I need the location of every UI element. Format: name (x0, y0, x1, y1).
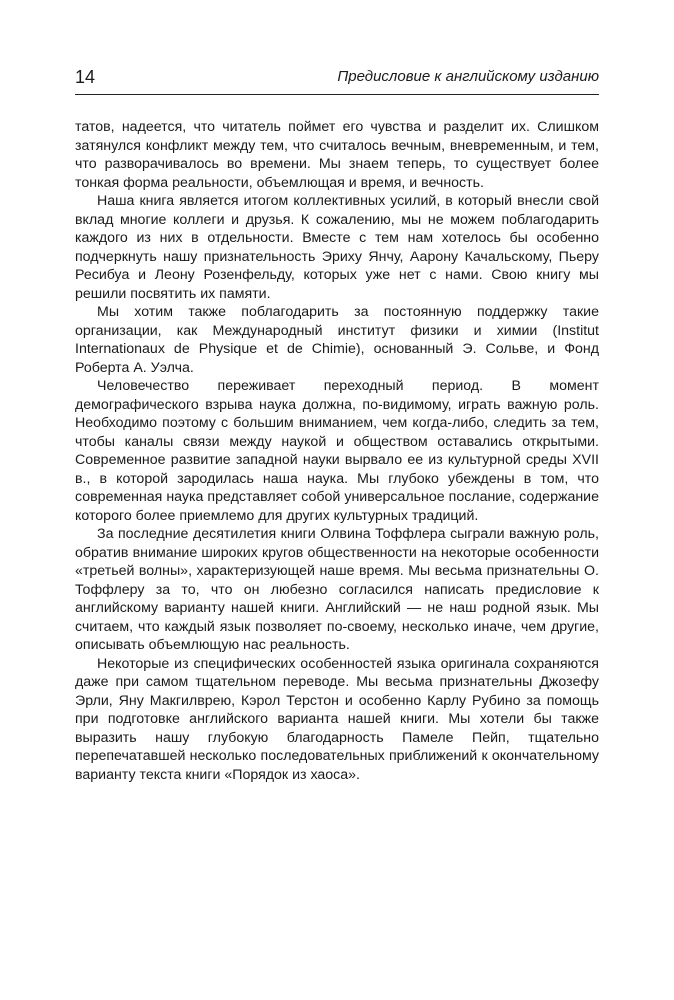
paragraph-toffler: За последние десятилетия книги Олвина Тоффлера сыграли важную роль, обратив внимание широких кругов общественности на некоторые особенности «третьей волны», характеризующей наше время. Мы весьма признательны О. Тоффлеру за то, что он любезно согласился написать предисловие к английскому варианту нашей книги. Английский — не наш родной язык. Мы считаем, что каждый язык позволяет по-своему, несколько иначе, чем другие, описывать объемлющую нас реальность. (75, 526, 599, 653)
paragraph-collective-effort: Наша книга является итогом коллективных усилий, в который внесли свой вклад многие коллеги и друзья. К сожалению, мы не можем поблагодарить каждого из них в отдельности. Вместе с тем нам хотелось бы особенно подчеркнуть нашу признательность Эриху Янчу, Аарону Качальскому, Пьеру Ресибуа и Леону Розенфельду, которых уже нет с нами. Свою книгу мы решили посвятить их памяти. (75, 193, 599, 302)
page-header (75, 64, 599, 94)
paragraph-translation-thanks: Некоторые из специфических особенностей языка оригинала сохраняются даже при самом тщательном переводе. Мы весьма признательны Джозефу Эрли, Яну Макгилврею, Кэрол Терстон и особенно Карлу Рубино за помощь при подготовке английского варианта нашей книги. Мы хотели бы также выразить нашу глубокую благодарность Памеле Пейп, тщательно перепечатавшей несколько последовательных приближений к окончательному варианту текста книги «Порядок из хаоса». (75, 655, 599, 783)
running-title: Предисловие к английскому изданию (337, 68, 599, 85)
body-text (75, 118, 599, 784)
header-rule (75, 94, 599, 95)
paragraph-transition-period: Человечество переживает переходный период. В момент демографического взрыва наука должна, по-видимому, играть важную роль. Необходимо поэтому с большим вниманием, чем когда-либо, следить за тем, чтобы каналы связи между наукой и обществом оставались открытыми. Современное развитие западной науки вырвало ее из культурной среды XVII в., в которой зародилась наша наука. Мы глубоко убеждены в том, что современная наука представляет собой универсальное послание, содержание которого более приемлемо для других культурных традиций. (75, 378, 599, 524)
page-number: 14 (75, 67, 96, 87)
paragraph-continuation: татов, надеется, что читатель поймет его чувства и разделит их. Слишком затянулся конфликт между тем, что считалось вечным, вневременным, и тем, что разворачивалось во времени. Мы знаем теперь, то существует более тонкая форма реальности, объемлющая и время, и вечность. (75, 119, 599, 191)
paragraph-organizations: Мы хотим также поблагодарить за постоянную поддержку такие организации, как Международный институт физики и химии (Institut Internationaux de Physique et de Chimie), основанный Э. Сольве, и Фонд Роберта А. Уэлча. (75, 304, 599, 376)
